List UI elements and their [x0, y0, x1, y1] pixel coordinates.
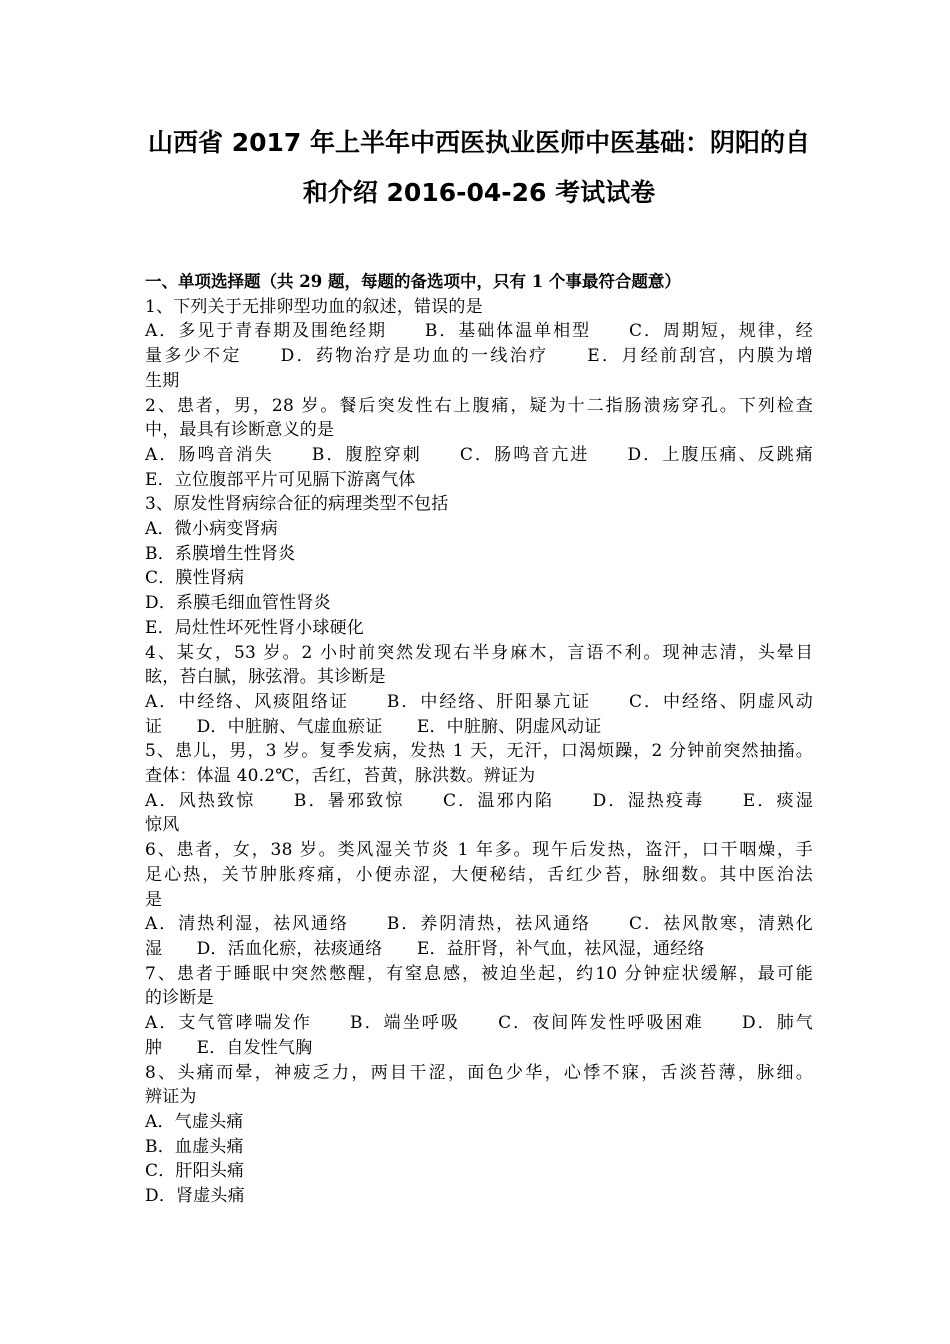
text-line: A．多见于青春期及围绝经期 B．基础体温单相型 C．周期短，规律，经: [145, 321, 813, 342]
text-line: 惊风: [145, 815, 180, 836]
text-line: 生期: [145, 370, 180, 391]
text-line: D．系膜毛细血管性肾炎: [145, 593, 331, 614]
text-line: 4、某女，53 岁。2 小时前突然发现右半身麻木，言语不利。现神志清，头晕目: [145, 642, 813, 663]
text-line: 眩，苔白腻，脉弦滑。其诊断是: [145, 667, 386, 688]
text-line: 5、患儿，男，3 岁。复季发病，发热 1 天，无汗，口渴烦躁，2 分钟前突然抽搐。: [145, 741, 813, 762]
text-line: 的诊断是: [145, 988, 214, 1009]
text-line: 8、头痛而晕，神疲乏力，两目干涩，面色少华，心悸不寐，舌淡苔薄，脉细。: [145, 1062, 813, 1083]
text-line: D．肾虚头痛: [145, 1186, 245, 1207]
text-line: 7、患者于睡眠中突然憋醒，有窒息感，被迫坐起，约10 分钟症状缓解，最可能: [145, 963, 813, 984]
document-title-line-2: 和介绍 2016-04-26 考试试卷: [302, 178, 656, 207]
text-line: B．系膜增生性肾炎: [145, 543, 296, 564]
text-line: 1、下列关于无排卵型功血的叙述，错误的是: [145, 296, 483, 317]
text-line: B．血虚头痛: [145, 1136, 244, 1157]
text-line: 2、患者，男，28 岁。餐后突发性右上腹痛，疑为十二指肠溃疡穿孔。下列检查: [145, 395, 813, 416]
text-line: A．清热利湿，祛风通络 B．养阴清热，祛风通络 C．祛风散寒，清熟化: [145, 914, 813, 935]
question-body: [145, 295, 813, 1209]
text-line: 肿 E．自发性气胸: [145, 1037, 313, 1058]
text-line: 湿 D．活血化瘀，祛痰通络 E．益肝肾，补气血，祛风湿，通经络: [145, 938, 705, 959]
text-line: 中，最具有诊断意义的是: [145, 420, 335, 441]
text-line: 是: [145, 889, 163, 910]
text-line: A．微小病变肾病: [145, 519, 278, 540]
document-page: [145, 118, 813, 1209]
text-line: 辨证为: [145, 1087, 197, 1108]
text-line: A．中经络、风痰阻络证 B．中经络、肝阳暴亢证 C．中经络、阴虚风动: [145, 691, 813, 712]
text-line: C．肝阳头痛: [145, 1161, 245, 1182]
text-line: 量多少不定 D．药物治疗是功血的一线治疗 E．月经前刮宫，内膜为增: [145, 346, 813, 367]
text-line: A．支气管哮喘发作 B．端坐呼吸 C．夜间阵发性呼吸困难 D．肺气: [145, 1013, 813, 1034]
document-title-line-1: 山西省 2017 年上半年中西医执业医师中医基础：阴阳的自: [148, 128, 810, 157]
text-line: 6、患者，女，38 岁。类风湿关节炎 1 年多。现午后发热，盗汗，口干咽燥，手: [145, 840, 813, 861]
text-line: 证 D．中脏腑、气虚血瘀证 E．中脏腑、阴虚风动证: [145, 716, 602, 737]
text-line: A．肠鸣音消失 B．腹腔穿刺 C．肠鸣音亢进 D．上腹压痛、反跳痛: [145, 444, 813, 465]
text-line: A．气虚头痛: [145, 1111, 244, 1132]
text-line: E．立位腹部平片可见膈下游离气体: [145, 469, 416, 490]
text-line: 3、原发性肾病综合征的病理类型不包括: [145, 494, 449, 515]
text-line: E．局灶性坏死性肾小球硬化: [145, 617, 365, 638]
section-header: 一、单项选择题（共 29 题，每题的备选项中，只有 1 个事最符合题意）: [145, 272, 681, 291]
text-line: C．膜性肾病: [145, 568, 245, 589]
text-line: 查体：体温 40.2℃，舌红，苔黄，脉洪数。辨证为: [145, 766, 536, 787]
text-line: 足心热，关节肿胀疼痛，小便赤涩，大便秘结，舌红少苔，脉细数。其中医治法: [145, 864, 813, 885]
text-line: A．风热致惊 B．暑邪致惊 C．温邪内陷 D．湿热疫毒 E．痰湿: [145, 790, 813, 811]
